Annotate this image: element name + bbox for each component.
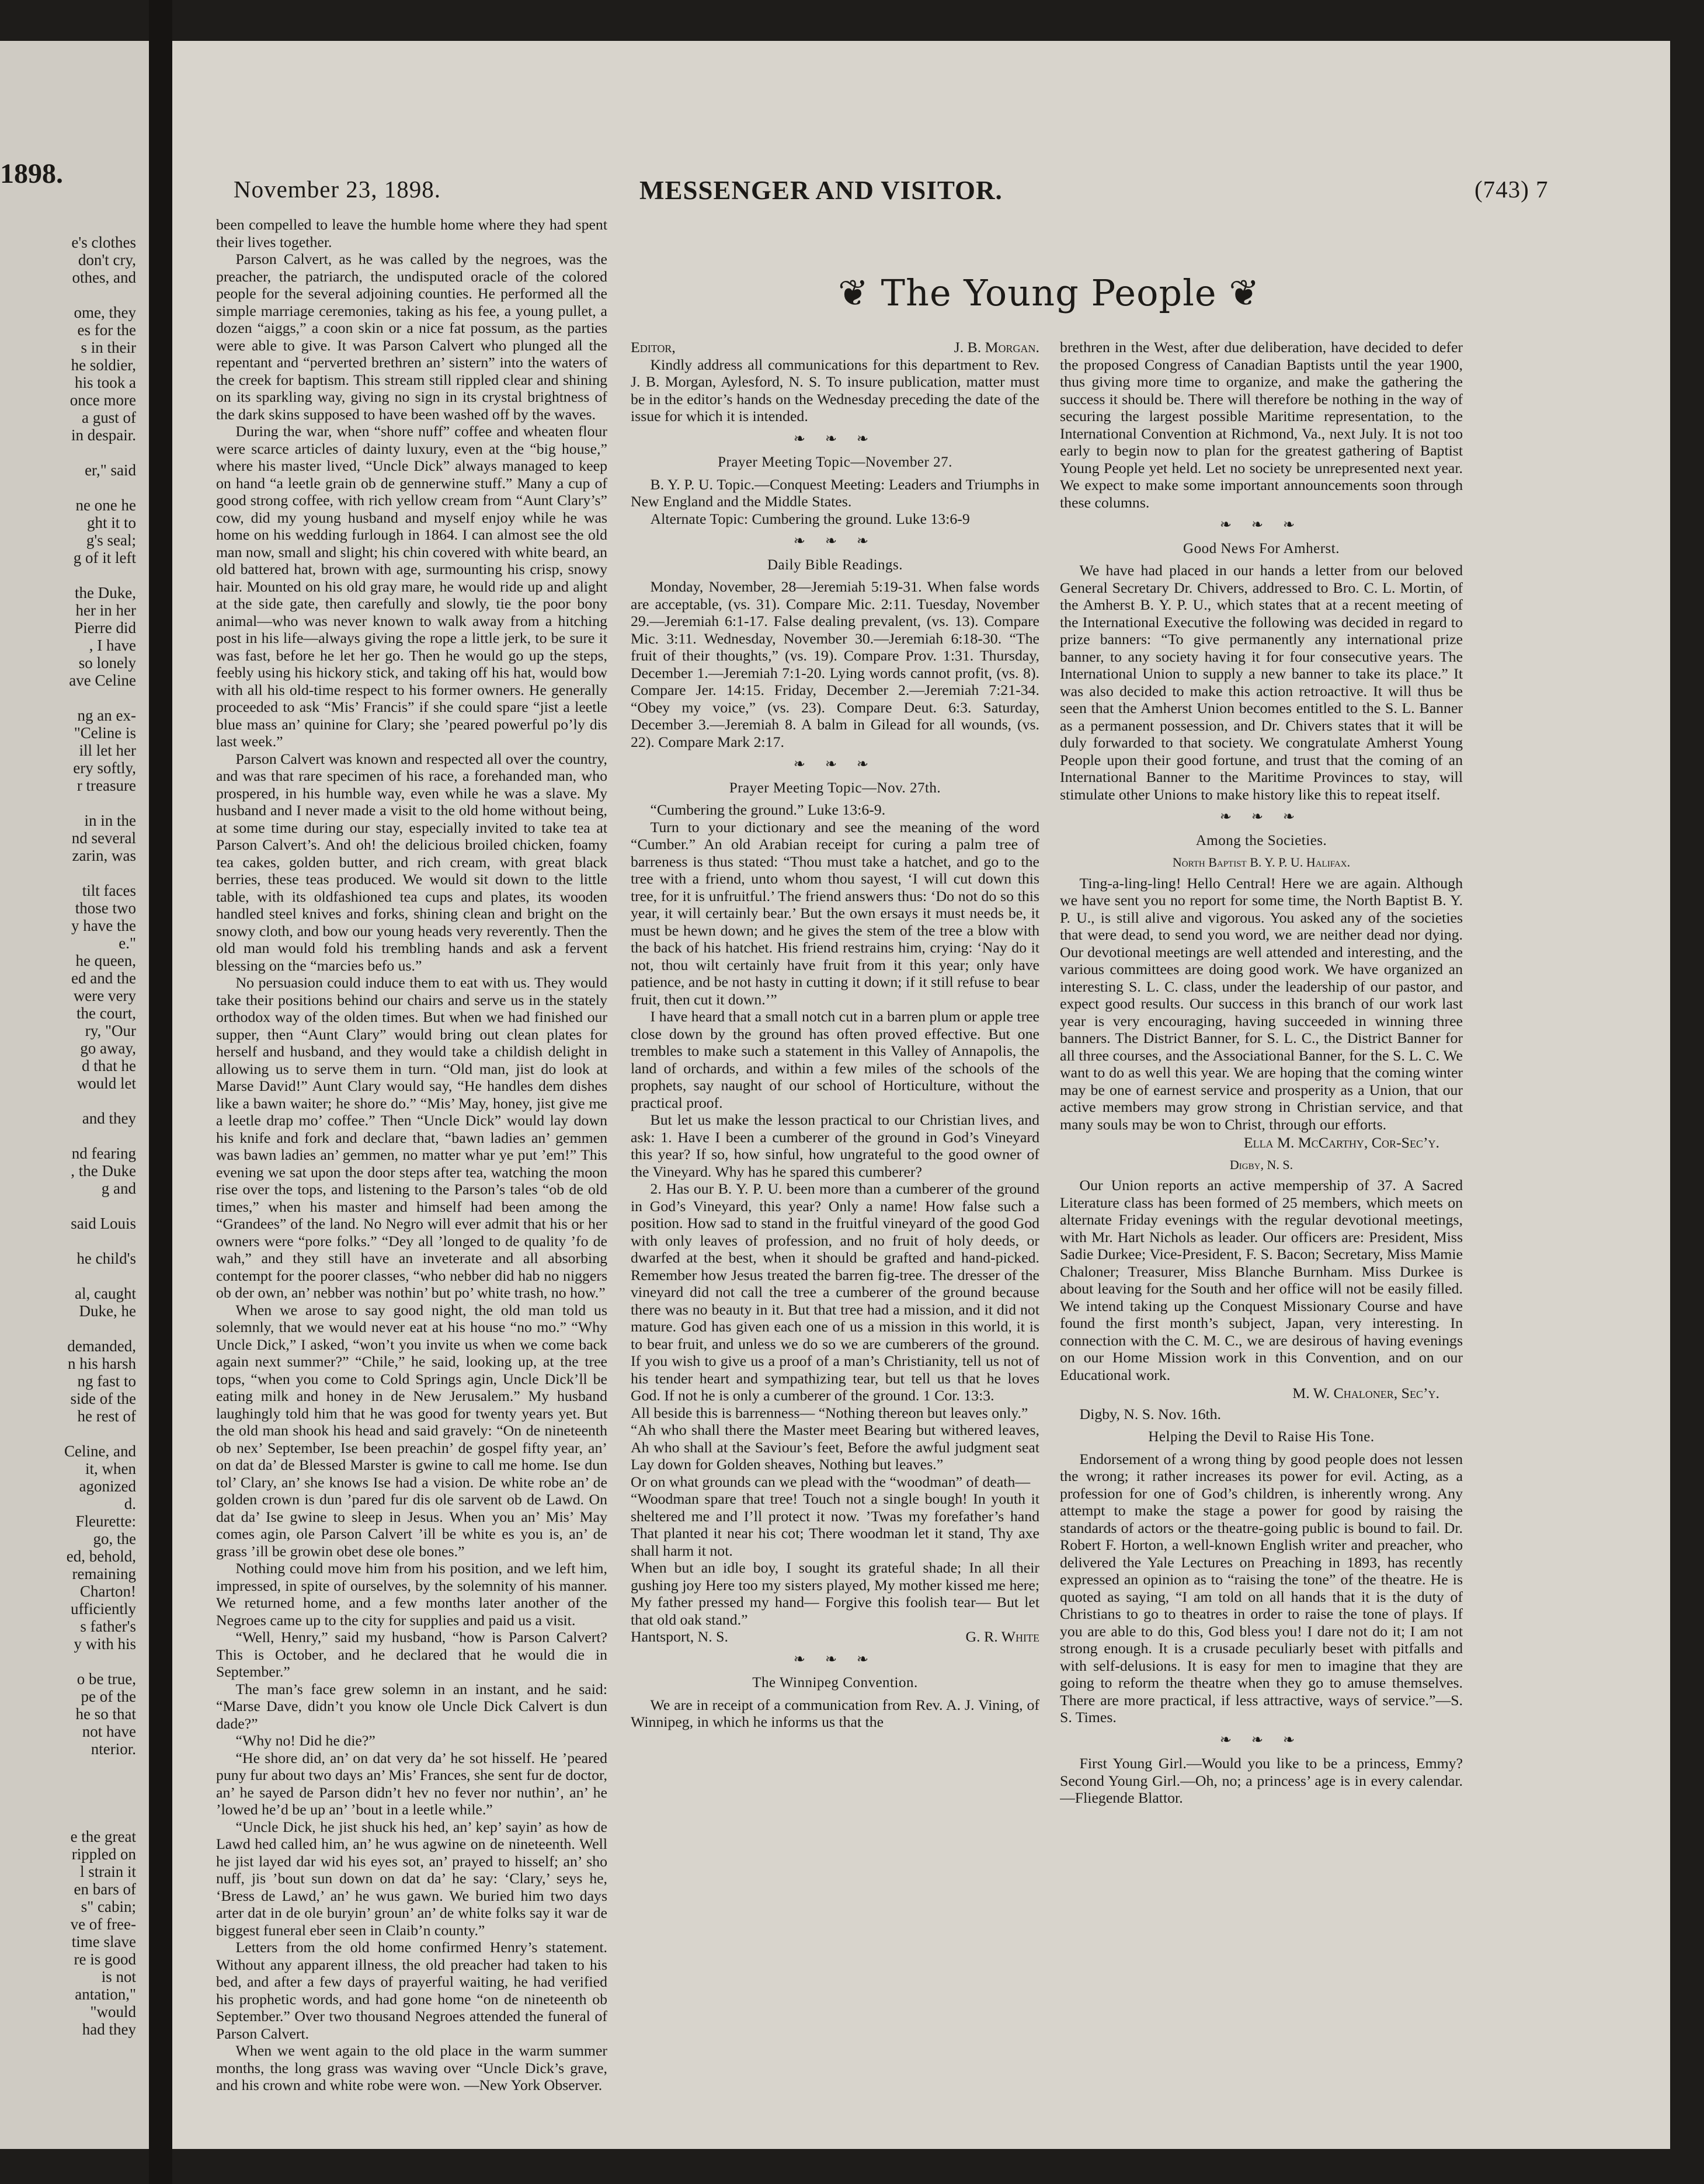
- left-page-line: remaining: [72, 1565, 136, 1583]
- header-date: November 23, 1898.: [234, 176, 441, 203]
- column-middle: [631, 339, 1039, 2149]
- left-page-line: is not: [101, 1968, 136, 1985]
- left-page-line: e.": [119, 934, 136, 952]
- story-paragraph: Nothing could move him from his position, and we left him, impressed, in spite of ourselves, by the solemnity of his manner. We returned home, and a few months later another of the Negroes came up to the city for supplies and paid us a visit.: [216, 1560, 607, 1629]
- left-page-line: he queen,: [75, 952, 136, 969]
- left-page-line: ome, they: [74, 304, 136, 321]
- left-page-line: g of it left: [73, 549, 136, 566]
- prayer-topic-text: B. Y. P. U. Topic.—Conquest Meeting: Leaders and Triumphs in New England and the Middle States.: [631, 475, 1039, 510]
- ornament-divider: ❧ ❧ ❧: [1219, 517, 1303, 533]
- left-page-line: the court,: [76, 1004, 136, 1022]
- devil-article: Endorsement of a wrong thing by good people does not lessen the wrong; it rather increases its power for evil. Acting, as a profession for one of God’s children, is inherently wrong. Any attempt to make the stage a power for good by raising the standards of actors or the theatre-going public is bound to fail. Dr. Robert F. Horton, a well-known English writer and preacher, who delivered the Yale Lectures on Preaching in 1893, has recently expressed an opinion as to “raising the tone” of the theatre. He is quoted as saying, “I am told on all hands that it is the duty of Christians to go to theatres in order to raise the tone of plays. If you are able to do this, God bless you! I dare not do it; I am not strong enough. It is a crusade peculiarly beset with pitfalls and with self-delusions. It is easy for men to imagine that they are going to reform the theatre when they go to amuse themselves. There are more practical, if less attractive, ways of service.”—S. S. Times.: [1060, 1450, 1463, 1726]
- page-gutter: [149, 0, 172, 2184]
- heading-prayer-topic-2: Prayer Meeting Topic—Nov. 27th.: [729, 780, 941, 796]
- left-page-line: Charton!: [80, 1583, 136, 1600]
- ornament-divider: ❧ ❧ ❧: [793, 534, 877, 549]
- left-page-line: pe of the: [81, 1688, 136, 1705]
- signature-halifax: Ella M. McCarthy, Cor-Sec’y.: [1243, 1134, 1439, 1151]
- left-page-line: zarin, was: [72, 847, 136, 864]
- left-page-line: nd fearing: [71, 1145, 136, 1162]
- article-paragraph: I have heard that a small notch cut in a barren plum or apple tree close down by the ground has often proved effective. But one trembles to make such a statement in this Valley of Annapolis, the land of orchards, and within a few miles of the schools of the prophets, say naught of our school of Horticulture, without the practical proof.: [631, 1008, 1039, 1111]
- left-page-line: in despair.: [71, 426, 136, 444]
- left-page-line: he rest of: [77, 1407, 136, 1425]
- left-page-line: he so that: [75, 1705, 136, 1723]
- article-paragraph: 2. Has our B. Y. P. U. been more than a cumberer of the ground in God’s Vineyard, this year? Only a name! How false such a position. How sad to stand in the fruitful vineyard of the good God with only leaves of profession, and no fruit of holy deeds, or dwarfed at the best, when it should be grafted and hand-picked. Remember how Jesus treated the barren fig-tree. The dresser of the vineyard did not call the tree a cumberer of the ground because there was no beauty in it. But that tree had a mission, and it did not mature. God has given each one of us a mission in this world, it is to bear fruit, and unless we do so we are cumberers of the ground. If you wish to give us a proof of a man’s Christianity, tell us not of his tender heart and sympathizing tear, but tell us that he loves God. If not he is only a cumberer of the ground. 1 Cor. 13:3.: [631, 1180, 1039, 1404]
- left-page-line: his took a: [75, 374, 136, 391]
- heading-devil: Helping the Devil to Raise His Tone.: [1148, 1429, 1375, 1445]
- halifax-report: Ting-a-ling-ling! Hello Central! Here we are again. Although we have sent you no report for some time, the North Baptist B. Y. P. U., is still alive and vigorous. You asked any of the societies that were dead, to send you word, we are neither dead nor dying. Our devotional meetings are well attended and interesting, and the various committees are doing good work. We have organized an interesting S. L. C. class, under the leadership of our pastor, and expect good results. Our success in this branch of our work last year is very encouraging, having succeeded in winning three banners. The District Banner, for S. L. C., the District Banner for all three courses, and the Associational Banner, for the S. L. C. We want to do as well this year. We are hoping that the coming winter may be one of earnest service and prosperity as a Union, that our active members may grow strong in Christian service, and that many souls may be won to Christ, through our efforts.: [1060, 874, 1463, 1133]
- left-page-line: not have: [82, 1723, 136, 1740]
- left-page-line: would let: [76, 1074, 136, 1092]
- left-page-line: Fleurette:: [75, 1512, 136, 1530]
- left-page-line: nd several: [71, 829, 136, 847]
- column-right: [1060, 339, 1463, 2149]
- editor-label: Editor,: [631, 339, 676, 356]
- left-page-line: e the great: [70, 1828, 136, 1845]
- digby-date: Digby, N. S. Nov. 16th.: [1079, 1405, 1221, 1423]
- left-page-line: tilt faces: [82, 882, 136, 899]
- left-page-line: ery softly,: [73, 759, 136, 777]
- left-page-line: e's clothes: [71, 234, 136, 251]
- left-page-line: said Louis: [71, 1215, 136, 1232]
- story-paragraph: Parson Calvert was known and respected all over the country, and was that rare specimen of his race, a forehanded man, who prospered, in his humble way, even while he was a slave. My husband and I never made a visit to the old home without being, at some time during our stay, especially invited to take tea at Parson Calvert’s. And oh! the delicious broiled chicken, foamy tea cakes, golden butter, and rich cream, with great black berries, these teas produced. We would sit down to the little table, with its oldfashioned tea cups and plates, its wooden handled steel knives and forks, shining clean and bright on the snowy cloth, and bow our young heads very reverently. Then the old man would fold his trembling hands and ask a fervent blessing on the “marcies befo us.”: [216, 750, 607, 974]
- ornament-divider: ❧ ❧ ❧: [1219, 809, 1303, 825]
- verse-block: When but an idle boy, I sought its grateful shade; In all their gushing joy Here too my sisters played, My mother kissed me here; My father pressed my hand— Forgive this foolish tear— But let that old oak stand.”: [631, 1559, 1039, 1628]
- digby-report: Our Union reports an active mempership of 37. A Sacred Literature class has been formed of 25 members, which meets on alternate Friday evenings with the regular devotional meetings, with Mr. Hart Nichols as leader. Our officers are: President, Miss Sadie Durkee; Vice-President, F. S. Bacon; Secretary, Miss Mamie Chaloner; Treasurer, Miss Blanche Burnham. Miss Durkee is about leaving for the South and her office will not be easily filled. We intend taking up the Conquest Missionary Course and have found the first month’s subject, Japan, very interesting. In connection with the C. M. C., we are desirous of having evenings on our Home Mission work in this Convention, and on our Educational work.: [1060, 1177, 1463, 1383]
- section-banner: ❦ The Young People ❦: [838, 272, 1260, 314]
- story-paragraph: Parson Calvert, as he was called by the negroes, was the preacher, the patriarch, the undisputed oracle of the colored people for the several adjoining counties. He performed all the simple marriage ceremonies, taking as his fee, a young pullet, a dozen “aiggs,” a coon skin or a nice fat possum, as the parties were able to give. It was Parson Calvert who plunged all the repentant and “perverted brethren an’ sistern” into the waters of the creek for baptism. This stream still rippled clear and shining on its sparkling way, giving no sign in its crystal brightness of the dark skins supposed to have been washed off by the waves.: [216, 251, 607, 423]
- left-page-line: ve of free-: [70, 1915, 136, 1933]
- story-paragraph: been compelled to leave the humble home where they had spent their lives together.: [216, 216, 607, 251]
- left-page-line: go away,: [80, 1039, 136, 1057]
- left-page-line: her in her: [75, 601, 136, 619]
- left-page-line: ed, behold,: [66, 1547, 136, 1565]
- ornament-divider: ❧ ❧ ❧: [793, 431, 877, 447]
- left-page-line: y have the: [71, 917, 136, 934]
- left-page-line: ne one he: [75, 496, 136, 514]
- left-page-line: en bars of: [74, 1880, 136, 1898]
- left-page-line: Celine, and: [64, 1442, 136, 1460]
- left-page-line: were very: [73, 987, 136, 1004]
- left-page-line: n his harsh: [68, 1355, 136, 1372]
- editor-note: Kindly address all communications for this department to Rev. J. B. Morgan, Aylesford, N. S. To insure publication, matter must be in the editor’s hands on the Wednesday preceding the date of the issue for which it is intended.: [631, 356, 1039, 425]
- article-paragraph: Turn to your dictionary and see the meaning of the word “Cumber.” An old Arabian receipt for curing a palm tree of barreness is thus stated: “Thou must take a hatchet, and go to the tree with a friend, unto whom thou sayest, ‘I will cut down this tree, for it is unfruitful.’ The friend answers thus: ‘Do not do so this year, it will certainly bear.’ But the own ersays it must needs be, it must be hewn down; and he gives the stem of the tree a blow with the back of his hatchet. His friend restrains him, crying: ‘Nay do it not, thou wilt certainly have fruit from it this year; only have patience, and be not hasty in cutting it down; if it still refuse to bear fruit, then cut it down.’”: [631, 818, 1039, 1008]
- story-paragraph: No persuasion could induce them to eat with us. They would take their positions behind our chairs and serve us in the stately orthodox way of the olden times. But when we had finished our supper, then “Aunt Clary” would bring out clean plates for herself and husband, and they would take a childish delight in allowing us to serve them in turn. “Old man, jist do look at Marse David!” Aunt Clary would say, “He handles dem dishes like a bawn waiter; he shore do.” “Mis’ May, honey, jist give me a leetle drap mo’ coffee.” Then “Uncle Dick” would lay down his knife and fork and declare that, “bawn ladies an’ gemmen was bawn ladies an’ gemmen, no matter whar ye put ’em!” This evening we sat upon the door steps after tea, watching the moon rise over the tops, and listening to the Parson’s tales “ob de old times,” when his master and himself had been among the “Grandees” of the land. No Negro will ever admit that his or her owners were “pore folks.” “Dey all ’longed to de quality ’fo de wah,” and they still have an inveterate and all absorbing contempt for the poorer classes, “who nebber did hab no niggers ob der own, an’ nebber was nothin’ but po’ white trash, no how.”: [216, 974, 607, 1301]
- left-page-line: ave Celine: [69, 672, 136, 689]
- left-page-line: , the Duke: [71, 1162, 136, 1180]
- left-page-line: s" cabin;: [81, 1898, 136, 1915]
- left-page-line: rippled on: [71, 1845, 136, 1863]
- left-page-line: had they: [82, 2020, 136, 2038]
- ornament-divider: ❧ ❧ ❧: [1219, 1732, 1303, 1748]
- left-page-line: g and: [101, 1180, 136, 1197]
- left-page-line: othes, and: [72, 269, 136, 286]
- left-page-line: g's seal;: [86, 531, 136, 549]
- left-page-line: don't cry,: [78, 251, 136, 269]
- subheading-digby: Digby, N. S.: [1229, 1157, 1293, 1172]
- left-page-line: Pierre did: [74, 619, 136, 637]
- left-page-line: re is good: [74, 1950, 136, 1968]
- story-paragraph: “Uncle Dick, he jist shuck his hed, an’ kep’ sayin’ as how de Lawd hed called him, an’ he wus agwine on de nineteenth. Well he jist layed dar wid his eyes sot, an’ prayed to hisself; an’ sho nuff, jis ’bout sun down on dat da’ he say: ‘Clary,’ seys he, ‘Bress de Lawd,’ an’ he wus gawn. We buried him two days arter dat in de ole buryin’ groun’ an’ de white folks say it war de biggest funeral eber seen in Claib’n county.”: [216, 1818, 607, 1939]
- column-left-story: [216, 216, 607, 2108]
- left-page-line: ill let her: [79, 742, 136, 759]
- article-paragraph: But let us make the lesson practical to our Christian lives, and ask: 1. Have I been a cumberer of the ground in God’s Vineyard this year? If so, how sinful, how ungrateful to the good owner of the Vineyard. Why has he spared this cumberer?: [631, 1111, 1039, 1180]
- left-page-line: es for the: [77, 321, 136, 339]
- heading-winnipeg: The Winnipeg Convention.: [752, 1675, 918, 1691]
- story-paragraph: When we arose to say good night, the old man told us solemnly, that we would never eat at his house “no mo.” “Why Uncle Dick,” I asked, “won’t you invite us when we come back again next summer?” “Chile,” he said, looking up, at the tree tops, “when you come to Cold Springs agin, Uncle Dick’ll be eating milk and honey in de New Jerusalem.” My husband laughingly told him that he was good for twenty years yet. But the old man shook his head and said gravely: “On de nineteenth ob nex’ September, Ise been preachin’ de gospel fifty year, an’ on dat da’ de Blessed Marster is gwine to call me home. Ise dun tol’ Clary, an’ she knows Ise had a vision. De white robe an’ de golden crown is dun ’pared fur dis ole sarvent ob de Lawd. On dat da’ Ise gwine to sleep in Jesus. When you an’ Mis’ May comes agin, ole Parson Calvert ’ill be white es you is, an’ de grass ’ill be growin obet dese ole bones.”: [216, 1301, 607, 1560]
- daily-readings-text: Monday, November, 28—Jeremiah 5:19-31. When false words are acceptable, (vs. 31). Compare Mic. 2:11. Tuesday, November 29.—Jeremiah 6:1-17. False dealing prevalent, (vs. 13). Compare Mic. 3:11. Wednesday, November 30.—Jeremiah 6:18-30. “The fruit of their thoughts,” (vs. 19). Compare Prov. 1:31. Thursday, December 1.—Jeremiah 7:1-20. Lying words cannot profit, (vs. 8). Compare Jer. 14:15. Friday, December 2.—Jeremiah 7:21-34. “Obey my voice,” (vs. 23). Compare Deut. 6:3. Saturday, December 3.—Jeremiah 8. A balm in Gilead for all wounds, (vs. 22). Compare Mark 2:17.: [631, 578, 1039, 750]
- left-page-line: ght it to: [86, 514, 136, 531]
- byline: [631, 1628, 1039, 1646]
- left-page-line: o be true,: [76, 1670, 136, 1688]
- left-page-line: "Celine is: [74, 724, 136, 742]
- left-page-line: ng an ex-: [77, 707, 136, 724]
- left-page-line: go, the: [93, 1530, 136, 1547]
- header-title: MESSENGER AND VISITOR.: [639, 176, 1003, 205]
- editor-name: J. B. Morgan.: [954, 339, 1039, 356]
- left-page-line: er," said: [85, 461, 136, 479]
- left-page-line: time slave: [71, 1933, 136, 1950]
- left-page-line: he child's: [76, 1250, 136, 1267]
- ornament-divider: ❧ ❧ ❧: [793, 1651, 877, 1667]
- story-paragraph: The man’s face grew solemn in an instant, and he said: “Marse Dave, didn’t you know ole Uncle Dick Calvert is dun dade?”: [216, 1680, 607, 1732]
- left-page-line: the Duke,: [75, 584, 136, 601]
- left-page-line: side of the: [70, 1390, 136, 1407]
- left-page-line: those two: [75, 899, 136, 917]
- left-page-line: , I have: [89, 637, 136, 654]
- subheading-halifax: North Baptist B. Y. P. U. Halifax.: [1172, 855, 1351, 870]
- left-page-line: agonized: [79, 1477, 136, 1495]
- left-page-line: l strain it: [80, 1863, 136, 1880]
- joke-text: First Young Girl.—Would you like to be a princess, Emmy? Second Young Girl.—Oh, no; a princess’ age is in every calendar.—Fliegende Blattor.: [1060, 1755, 1463, 1806]
- left-page-line: s in their: [81, 339, 136, 356]
- left-page-line: ry, "Our: [85, 1022, 136, 1039]
- amherst-text: We have had placed in our hands a letter from our beloved General Secretary Dr. Chivers, addressed to Bro. C. L. Mortin, of the Amherst B. Y. P. U., which states that at a recent meeting of the International Executive the following was decided in regard to prize banners: “To give permanently any international prize banner, to any society having it for four consecutive years. The International Union to supply a new banner to take its place.” It was also decided to make this action retroactive. It will thus be seen that the Amherst Union becomes entitled to the S. L. Banner as a permanent possession, and Dr. Chivers states that it will be duly forwarded to that society. We congratulate Amherst Young People upon their good fortune, and trust that the coming of an International Banner to the Maritime Provinces to stay, will stimulate other Unions to make history like this to repeat itself.: [1060, 562, 1463, 803]
- left-page-line: Duke, he: [79, 1302, 136, 1320]
- heading-amherst: Good News For Amherst.: [1183, 540, 1340, 557]
- left-page-line: a gust of: [82, 409, 136, 426]
- verse-block: “Ah who shall there the Master meet Bearing but withered leaves, Ah who shall at the Saviour’s feet, Before the awful judgment seat Lay down for Golden sheaves, Nothing but leaves.”: [631, 1421, 1039, 1473]
- heading-daily-readings: Daily Bible Readings.: [767, 557, 903, 573]
- winnipeg-continued: brethren in the West, after due deliberation, have decided to defer the proposed Congress of Canadian Baptists until the year 1900, thus giving more time to organize, and make the gathering the success it should be. There will therefore be nothing in the way of securing the largest possible Maritime representation, to the International Convention at Richmond, Va., next July. It is not too early to begin now to plan for the greatest gathering of Baptist Young People yet held. Let no society be unrepresented next year. We expect to make some important announcements soon through these columns.: [1060, 339, 1463, 511]
- left-page-line: d that he: [82, 1057, 136, 1074]
- story-paragraph: During the war, when “shore nuff” coffee and wheaten flour were scarce articles of dainty luxury, even at the “big house,” where his master lived, “Uncle Dick” always managed to keep on hand “a leetle grain ob de gennerwine stuff.” Many a cup of good strong coffee, with rich yellow cream from “Aunt Clary’s” cow, did my young husband and myself enjoy while he was home on his wedding furlough in 1864. I can almost see the old man now, small and slight; his chin covered with white beard, an old battered hat, brown with age, surmounting his crisp, snowy hair. Mounted on his old gray mare, he would ride up and alight at the side gate, then carefully and slowly, tie the poor bony animal—who was never known to walk away from a hitching post in his life—always giving the rope a little jerk, to be sure it was fast, before he let her go. Then he would go up the steps, feebly using his hickory stick, and taking off his hat, would bow with all his old-time respect to his former owners. He generally proceeded to ask “Mis’ Francis” if she could spare “jist a leetle blue mass an’ quinine for Clary; she ’peared powerful po’ly dis last week.”: [216, 423, 607, 750]
- left-page-line: it, when: [85, 1460, 136, 1477]
- left-page-line: d.: [124, 1495, 136, 1512]
- left-page-line: r treasure: [76, 777, 136, 794]
- left-page-line: so lonely: [78, 654, 136, 672]
- left-page-line: he soldier,: [71, 356, 136, 374]
- prayer-reference: “Cumbering the ground.” Luke 13:6-9.: [650, 801, 886, 818]
- left-page-line: antation,": [75, 1985, 136, 2003]
- header-page-number: (743) 7: [1475, 176, 1549, 203]
- story-paragraph: “Well, Henry,” said my husband, “how is Parson Calvert? This is October, and he declared that he would die in September.”: [216, 1629, 607, 1680]
- left-page-fragment: [0, 41, 149, 2149]
- byline-place: Hantsport, N. S.: [631, 1628, 728, 1645]
- left-page-line: ufficiently: [71, 1600, 136, 1618]
- heading-societies: Among the Societies.: [1195, 832, 1327, 848]
- article-paragraph: Or on what grounds can we plead with the “woodman” of death—: [631, 1473, 1031, 1490]
- left-page-line: al, caught: [75, 1285, 136, 1302]
- winnipeg-text: We are in receipt of a communication from Rev. A. J. Vining, of Winnipeg, in which he informs us that the: [631, 1696, 1039, 1730]
- left-page-year: 1898.: [0, 158, 63, 189]
- story-paragraph: Letters from the old home confirmed Henry’s statement. Without any apparent illness, the old preacher had taken to his bed, and after a few days of prayerful waiting, he had verified his prophetic words, and had gone home “on de nineteenth ob September.” Over two thousand Negroes attended the funeral of Parson Calvert.: [216, 1939, 607, 2042]
- story-paragraph: When we went again to the old place in the warm summer months, the long grass was waving over “Uncle Dick’s grave, and his crown and white robe were won. —New York Observer.: [216, 2042, 607, 2093]
- left-page-line: nterior.: [91, 1740, 136, 1758]
- verse-block: All beside this is barrenness— “Nothing thereon but leaves only.”: [631, 1404, 1028, 1421]
- left-page-line: once more: [69, 391, 136, 409]
- left-page-line: "would: [90, 2003, 136, 2020]
- byline-author: G. R. White: [965, 1628, 1039, 1645]
- editor-line: [631, 339, 1039, 356]
- story-paragraph: “Why no! Did he die?”: [235, 1732, 375, 1749]
- left-page-line: and they: [82, 1110, 136, 1127]
- prayer-topic-alternate: Alternate Topic: Cumbering the ground. Luke 13:6-9: [650, 510, 970, 527]
- story-paragraph: “He shore did, an’ on dat very da’ he sot hisself. He ’peared puny fur about two days an’ Mis’ Frances, she sent fur de doctor, an’ he sayed de Parson didn’t hev no fever nor nuthin’, an’ he ’lowed he’d be up an’ ’bout in a leetle while.”: [216, 1749, 607, 1818]
- signature-digby: M. W. Chaloner, Sec’y.: [1292, 1385, 1439, 1401]
- left-page-line: demanded,: [67, 1337, 136, 1355]
- newspaper-page: [172, 41, 1670, 2149]
- left-page-line: y with his: [74, 1635, 136, 1653]
- left-page-line: s father's: [80, 1618, 136, 1635]
- verse-block: “Woodman spare that tree! Touch not a single bough! In youth it sheltered me and I’ll protect it now. ’Twas my forefather’s hand That planted it near his cot; There woodman let it stand, Thy axe shall harm it not.: [631, 1490, 1039, 1559]
- ornament-divider: ❧ ❧ ❧: [793, 757, 877, 772]
- left-page-line: ed and the: [71, 969, 136, 987]
- left-page-line: ng fast to: [77, 1372, 136, 1390]
- heading-prayer-topic: Prayer Meeting Topic—November 27.: [718, 454, 952, 470]
- left-page-line: in in the: [84, 812, 136, 829]
